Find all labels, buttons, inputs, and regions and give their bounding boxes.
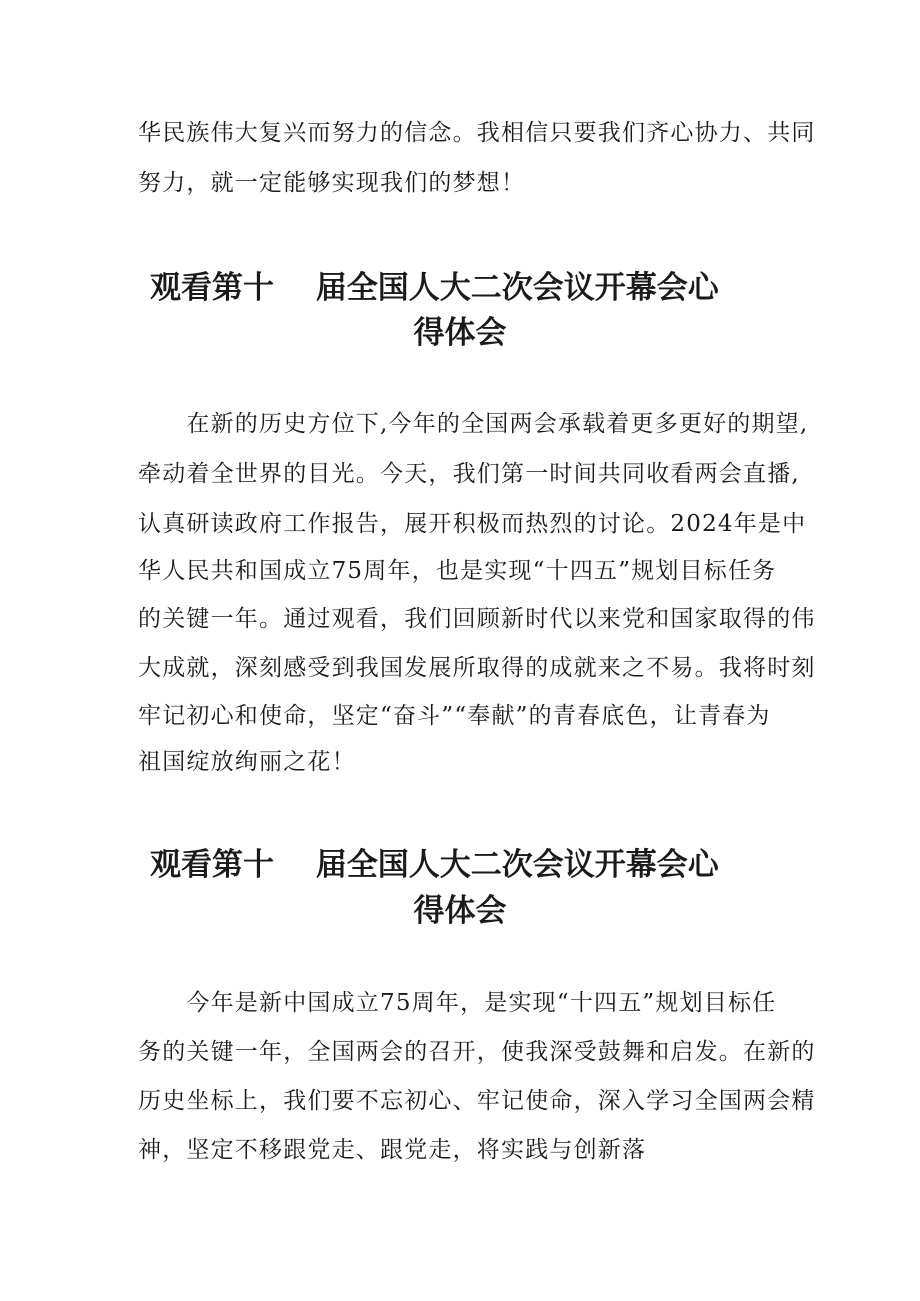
- section-1-heading-line-1: 观看第十 届全国人大二次会议开幕会心: [150, 270, 719, 306]
- section-2-line-2: 务的关键一年，全国两会的召开，使我深受鼓舞和启发。在新的: [138, 1039, 816, 1065]
- section-1-line-5: 的关键一年。通过观看，我们回顾新时代以来党和国家取得的伟: [138, 606, 816, 632]
- section-2-line-1: 今年是新中国成立75周年，是实现“十四五”规划目标任: [138, 990, 777, 1016]
- section-1-line-8: 祖国绽放绚丽之花！: [138, 749, 356, 775]
- section-1-heading-line-2: 得体会: [413, 315, 507, 351]
- section-2-heading-line-1: 观看第十 届全国人大二次会议开幕会心: [150, 847, 719, 883]
- section-2-line-3: 历史坐标上，我们要不忘初心、牢记使命，深入学习全国两会精: [138, 1088, 816, 1114]
- intro-line-2: 努力，就一定能够实现我们的梦想！: [138, 170, 526, 196]
- section-1-line-2: 牵动着全世界的目光。今天，我们第一时间共同收看两会直播,: [138, 461, 800, 487]
- section-2-heading-line-2: 得体会: [413, 893, 507, 929]
- section-1-line-7: 牢记初心和使命，坚定“奋斗”“奉献”的青春底色，让青春为: [138, 703, 771, 729]
- intro-line-1: 华民族伟大复兴而努力的信念。我相信只要我们齐心协力、共同: [138, 120, 816, 146]
- section-1-line-1: 在新的历史方位下,今年的全国两会承载着更多更好的期望,: [138, 411, 809, 437]
- section-1-line-4: 华人民共和国成立75周年，也是实现“十四五”规划目标任务: [138, 558, 777, 584]
- section-1-line-6: 大成就，深刻感受到我国发展所取得的成就来之不易。我将时刻: [138, 655, 816, 681]
- section-1-line-3: 认真研读政府工作报告，展开积极而热烈的讨论。2024年是中: [138, 511, 807, 537]
- section-2-line-4: 神，坚定不移跟党走、跟党走，将实践与创新落: [138, 1137, 647, 1163]
